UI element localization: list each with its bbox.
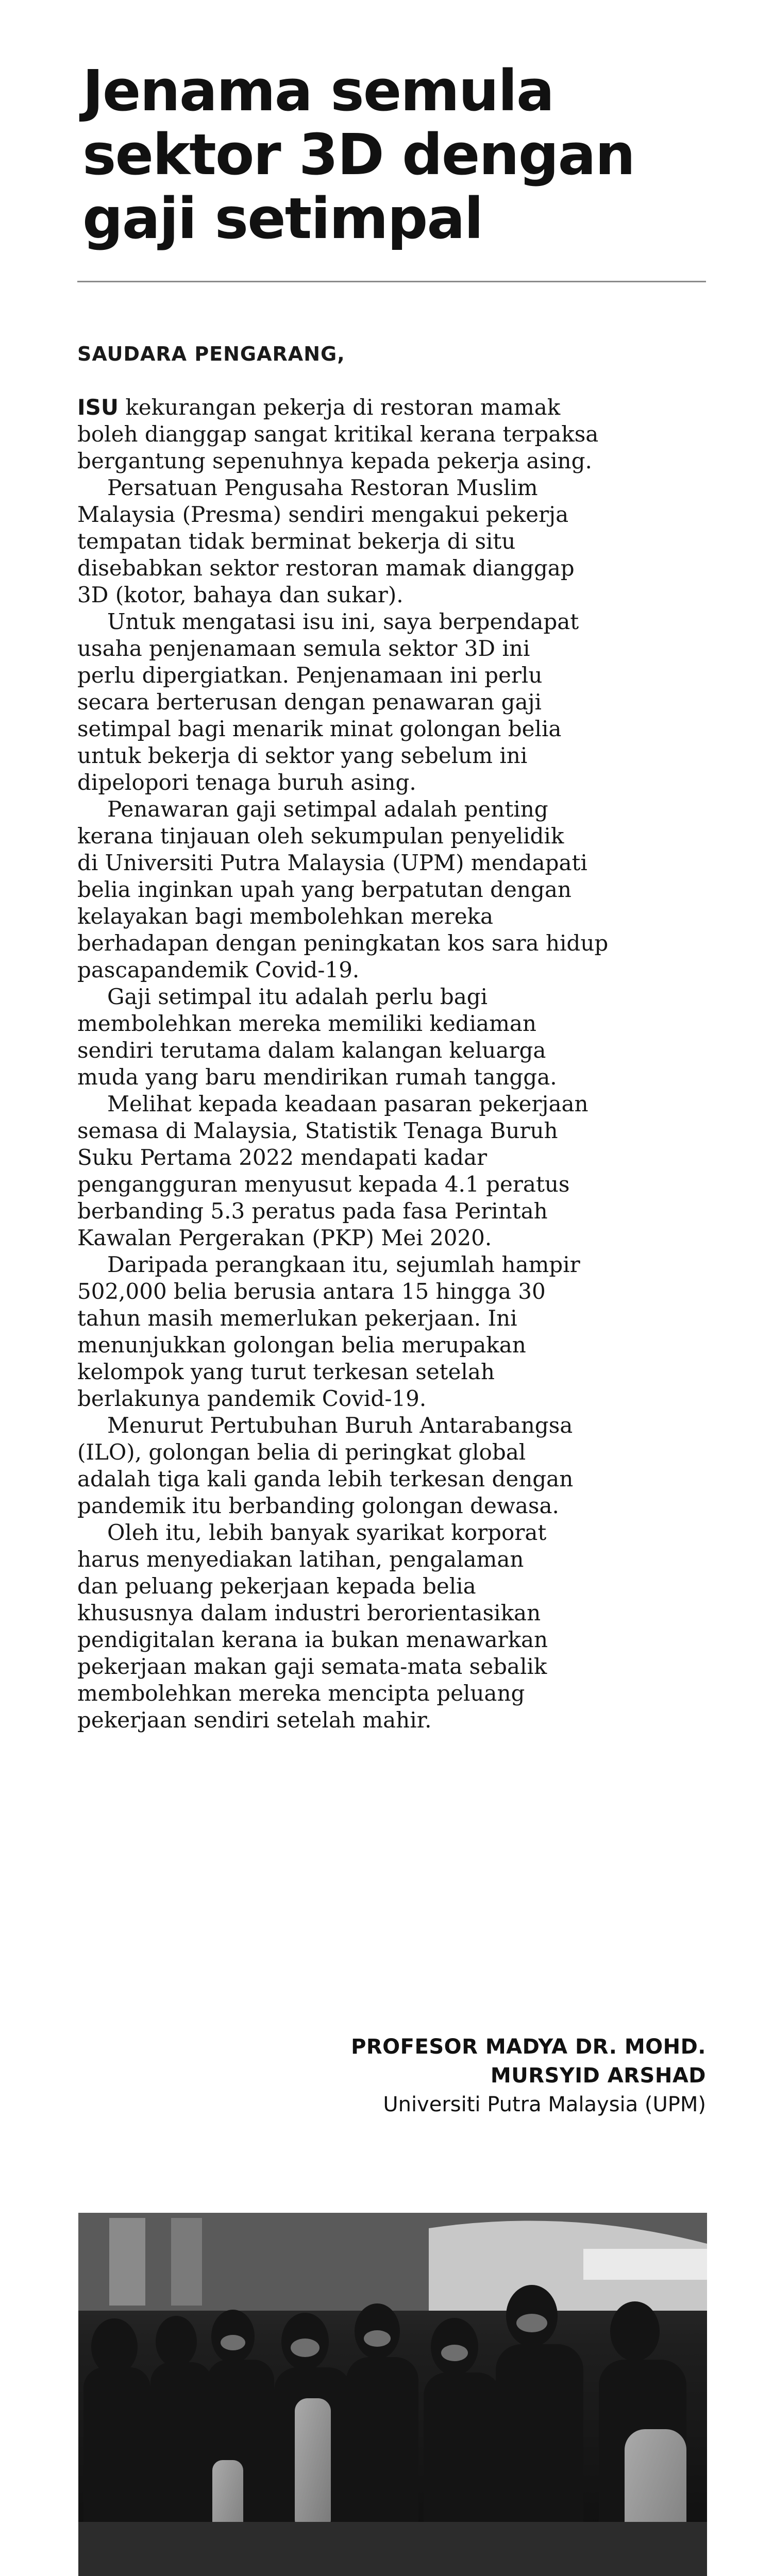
news-photo: [78, 2213, 707, 2576]
article-line: pandemik itu berbanding golongan dewasa.: [77, 1493, 559, 1518]
article-line: berhadapan dengan peningkatan kos sara hidup: [77, 930, 609, 956]
article-line: setimpal bagi menarik minat golongan belia: [77, 716, 562, 741]
article-paragraph: [77, 1412, 711, 1519]
article-line: adalah tiga kali ganda lebih terkesan dengan: [77, 1466, 574, 1492]
article-line: Menurut Pertubuhan Buruh Antarabangsa: [107, 1413, 573, 1438]
article-line: khususnya dalam industri berorientasikan: [77, 1600, 541, 1625]
article-line: Penawaran gaji setimpal adalah penting: [107, 796, 548, 822]
article-line: secara berterusan dengan penawaran gaji: [77, 689, 542, 715]
article-line: Daripada perangkaan itu, sejumlah hampir: [107, 1252, 580, 1277]
article-line: harus menyediakan latihan, pengalaman: [77, 1547, 524, 1572]
author-signoff: [351, 2032, 706, 2119]
article-line: 502,000 belia berusia antara 15 hingga 30: [77, 1279, 546, 1304]
article-line: pengangguran menyusut kepada 4.1 peratus: [77, 1172, 570, 1197]
article-line: tahun masih memerlukan pekerjaan. Ini: [77, 1306, 517, 1331]
article-line: muda yang baru mendirikan rumah tangga.: [77, 1064, 557, 1090]
article-line: disebabkan sektor restoran mamak dianggap: [77, 555, 575, 581]
author-affiliation: Universiti Putra Malaysia (UPM): [383, 2093, 706, 2116]
article-line: dipelopori tenaga buruh asing.: [77, 770, 416, 795]
article-line-text: kekurangan pekerja di restoran mamak: [118, 395, 561, 420]
article-paragraph: [77, 1091, 711, 1251]
article-line: pascapandemik Covid-19.: [77, 957, 360, 982]
article-line: belia inginkan upah yang berpatutan dengan: [77, 877, 572, 902]
article-line: sendiri terutama dalam kalangan keluarga: [77, 1038, 546, 1063]
article-line: kelayakan bagi membolehkan mereka: [77, 904, 494, 929]
article-line: Persatuan Pengusaha Restoran Muslim: [107, 475, 538, 500]
article-paragraph: [77, 796, 711, 984]
article-line: pekerjaan makan gaji semata-mata sebalik: [77, 1654, 547, 1679]
article-line: Gaji setimpal itu adalah perlu bagi: [107, 984, 488, 1009]
article-line: Oleh itu, lebih banyak syarikat korporat: [107, 1520, 547, 1545]
author-name: MURSYID ARSHAD: [490, 2064, 706, 2088]
article-paragraph: [77, 608, 711, 796]
author-name: PROFESOR MADYA DR. MOHD.: [351, 2035, 706, 2059]
article-paragraph: [77, 984, 711, 1091]
article-line: Malaysia (Presma) sendiri mengakui pekerja: [77, 502, 569, 527]
article-line: untuk bekerja di sektor yang sebelum ini: [77, 743, 528, 768]
article-line: bergantung sepenuhnya kepada pekerja asing.: [77, 448, 592, 473]
article-line: berbanding 5.3 peratus pada fasa Perintah: [77, 1198, 548, 1224]
headline-divider: [77, 281, 706, 282]
article-paragraph: [77, 1519, 711, 1734]
crowd-photo-illustration: [78, 2213, 707, 2576]
article-paragraph: [77, 1251, 711, 1412]
article-line: menunjukkan golongan belia merupakan: [77, 1332, 526, 1358]
headline-line: gaji setimpal: [82, 185, 483, 251]
article-line: membolehkan mereka mencipta peluang: [77, 1681, 525, 1706]
article-line: [77, 394, 711, 421]
article-paragraph: [77, 474, 711, 608]
article-body: [77, 394, 711, 1734]
article-line: Melihat kepada keadaan pasaran pekerjaan: [107, 1091, 589, 1116]
article-line: dan peluang pekerjaan kepada belia: [77, 1573, 476, 1599]
article-line: (ILO), golongan belia di peringkat global: [77, 1439, 526, 1465]
article-line: 3D (kotor, bahaya dan sukar).: [77, 582, 404, 607]
lead-word: ISU: [77, 395, 119, 420]
headline-line: sektor 3D dengan: [82, 121, 635, 188]
article-line: Kawalan Pergerakan (PKP) Mei 2020.: [77, 1225, 492, 1250]
salutation: SAUDARA PENGARANG,: [77, 343, 345, 365]
article-line: boleh dianggap sangat kritikal kerana terpaksa: [77, 421, 599, 447]
article-line: di Universiti Putra Malaysia (UPM) mendapati: [77, 850, 587, 875]
headline: [82, 59, 711, 250]
article-line: pekerjaan sendiri setelah mahir.: [77, 1707, 432, 1733]
article-line: kelompok yang turut terkesan setelah: [77, 1359, 495, 1384]
article-line: usaha penjenamaan semula sektor 3D ini: [77, 636, 530, 661]
article-line: Untuk mengatasi isu ini, saya berpendapat: [107, 609, 579, 634]
article-paragraph: [77, 394, 711, 474]
article-line: berlakunya pandemik Covid-19.: [77, 1386, 427, 1411]
article-line: tempatan tidak berminat bekerja di situ: [77, 529, 516, 554]
article-line: semasa di Malaysia, Statistik Tenaga Buruh: [77, 1118, 558, 1143]
article-line: membolehkan mereka memiliki kediaman: [77, 1011, 536, 1036]
article-line: Suku Pertama 2022 mendapati kadar: [77, 1145, 488, 1170]
article-line: kerana tinjauan oleh sekumpulan penyelidik: [77, 823, 564, 849]
headline-line: Jenama semula: [82, 57, 554, 124]
article-line: perlu dipergiatkan. Penjenamaan ini perlu: [77, 663, 543, 688]
article-line: pendigitalan kerana ia bukan menawarkan: [77, 1627, 548, 1652]
